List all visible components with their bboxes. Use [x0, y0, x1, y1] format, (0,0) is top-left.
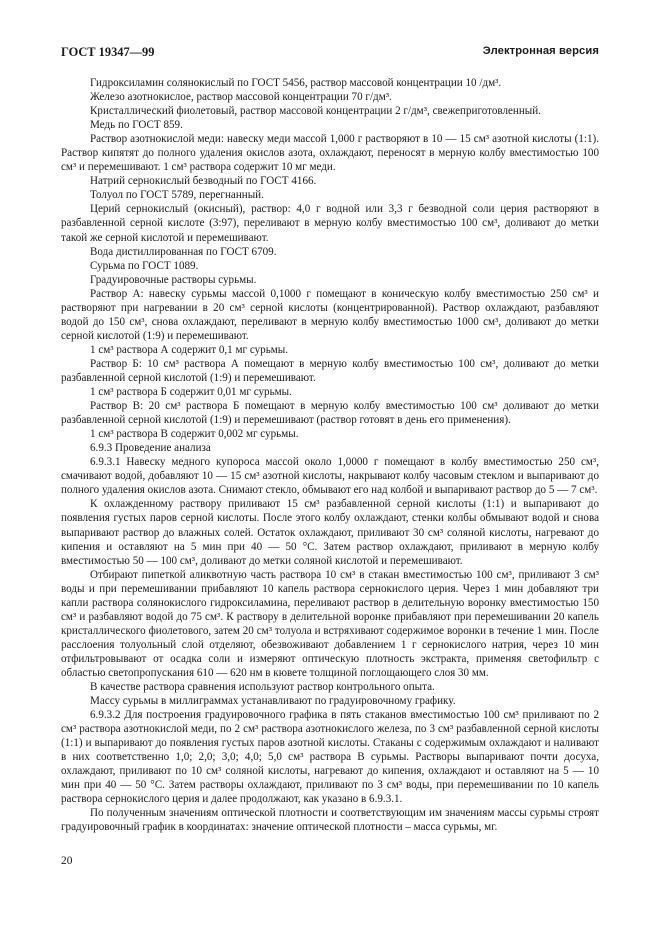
page-header — [61, 45, 599, 60]
paragraph: Массу сурьмы в миллиграммах устанавливают по градуировочному графику. — [90, 695, 456, 708]
paragraph: Толуол по ГОСТ 5789, перегнанный. — [90, 189, 264, 202]
edition-label: Электронная версия — [482, 45, 599, 57]
paragraph: Отбирают пипеткой аликвотную часть раствора 10 см³ в стакан вместимостью 100 см³, приливают 3 см³ воды и при перемешивании прибавляют 10 капель раствора сернокислого церия. Через 1 мин добавляют три капли раствора солянокислого гидроксиламина, переливают раствор в делительную воронку вместимостью 150 см³ и разбавляют водой до 75 см³. К раствору в делительной воронке прибавляют при перемешивании 20 капель кристаллического фиолетового, затем 20 см³ толуола и встряхивают содержимое воронки в течение 1 мин. После расслоения толуольный слой отделяют, обезвоживают добавлением 1 г сернокислого натрия, через 10 мин отфильтровывают от осадка соли и измеряют оптическую плотность экстракта, применяя светофильтр с областью светопропускания 610 — 620 нм в кювете толщиной поглощающего слоя 30 мм. — [61, 568, 599, 679]
paragraph: Железо азотнокислое, раствор массовой концентрации 70 г/дм³. — [90, 91, 392, 104]
document-body — [61, 76, 599, 835]
paragraph: 6.9.3.2 Для построения градуировочного графика в пять стаканов вместимостью 100 см³ приливают по 2 см³ раствора азотнокислой меди, по 2 см³ раствора азотнокислого железа, по 3 см³ разбавленной серной кислоты (1:1) и выпаривают до появления густых паров азотной кислоты. Стаканы с содержимым охлаждают и наливают в них соответственно 1,0; 2,0; 3,0; 4,0; 5,0 см³ раствора В сурьмы. Растворы выпаривают почти досуха, охлаждают, приливают по 10 см³ соляной кислоты, нагревают до кипения, охлаждают и оставляют на 5 — 10 мин при 40 — 50 °С. Затем растворы охлаждают, приливают по 3 см³ воды, при перемешивании по 10 капель раствора сернокислого церия и далее продолжают, как указано в 6.9.3.1. — [61, 709, 599, 806]
paragraph: 1 см³ раствора А содержит 0,1 мг сурьмы. — [90, 343, 288, 356]
paragraph: По полученным значениям оптической плотности и соответствующим им значениям массы сурьмы строят градуировочный график в координатах: значение оптической плотности – масса сурьмы, мг. — [61, 807, 599, 834]
paragraph: В качестве раствора сравнения используют раствор контрольного опыта. — [90, 681, 435, 694]
paragraph: 6.9.3.1 Навеску медного купороса массой около 1,0000 г помещают в колбу вместимостью 250 см³, смачивают водой, добавляют 10 — 15 см³ азотной кислоты, накрывают колбу часовым стеклом и выпаривают до полного удаления окислов азота. Снимают стекло, обмывают его над колбой и выпаривают раствор до 5 — 7 см³. — [61, 456, 599, 497]
paragraph: Медь по ГОСТ 859. — [90, 119, 183, 132]
paragraph: Церий сернокислый (окисный), раствор: 4,0 г водной или 3,3 г безводной соли церия растворяют в разбавленной серной кислоте (3:97), переливают в мерную колбу вместимостью 100 см³, доливают до метки такой же серной кислотой и перемешивают. — [61, 203, 599, 244]
paragraph: Кристаллический фиолетовый, раствор массовой концентрации 2 г/дм³, свежеприготовленный. — [90, 105, 541, 118]
paragraph: Раствор В: 20 см³ раствора Б помещают в мерную колбу вместимостью 100 см³ доливают до метки разбавленной серной кислотой (1:9) и перемешивают (раствор готовят в день его применения). — [61, 400, 599, 427]
paragraph: Сурьма по ГОСТ 1089. — [90, 259, 199, 272]
paragraph: Натрий сернокислый безводный по ГОСТ 4166. — [90, 175, 317, 188]
paragraph: 1 см³ раствора Б содержит 0,01 мг сурьмы. — [90, 386, 292, 399]
page-number: 20 — [61, 855, 73, 867]
standard-code: ГОСТ 19347—99 — [61, 45, 155, 59]
paragraph: Градуировочные растворы сурьмы. — [90, 273, 257, 286]
paragraph: Раствор Б: 10 см³ раствора А помещают в мерную колбу вместимостью 100 см³, доливают до метки разбавленной серной кислотой (1:9) и перемешивают. — [61, 357, 599, 384]
paragraph: Раствор А: навеску сурьмы массой 0,1000 г помещают в коническую колбу вместимостью 250 см³ и растворяют при нагревании в 20 см³ серной кислоты (концентрированной). Раствор охлаждают, разбавляют водой до 150 см³, снова охлаждают, переливают в мерную колбу вместимостью 1000 см³, доливают до метки серной кислотой (1:9) и перемешивают. — [61, 287, 599, 342]
paragraph: Вода дистиллированная по ГОСТ 6709. — [90, 245, 277, 258]
paragraph: 1 см³ раствора В содержит 0,002 мг сурьмы. — [90, 428, 299, 441]
paragraph: К охлажденному раствору приливают 15 см³ разбавленной серной кислоты (1:1) и выпаривают до появления густых паров серной кислоты. После этого колбу охлаждают, стенки колбы обмывают водой и снова выпаривают раствор до влажных солей. Остаток охлаждают, приливают 30 см³ соляной кислоты, нагревают до кипения и оставляют на 5 мин при 40 — 50 °С. Затем раствор охлаждают, приливают в мерную колбу вместимостью 50 — 100 см³, доливают до метки соляной кислотой и перемешивают. — [61, 498, 599, 567]
paragraph: Гидроксиламин солянокислый по ГОСТ 5456, раствор массовой концентрации 10 /дм³. — [90, 77, 502, 89]
section-heading: 6.9.3 Проведение анализа — [90, 442, 211, 455]
paragraph: Раствор азотнокислой меди: навеску меди массой 1,000 г растворяют в 10 — 15 см³ азотной кислоты (1:1). Раствор кипятят до полного удаления окислов азота, охлаждают, переносят в мерную колбу вместимостью 100 см³ и перемешивают. 1 см³ раствора содержит 10 мг меди. — [61, 133, 599, 174]
